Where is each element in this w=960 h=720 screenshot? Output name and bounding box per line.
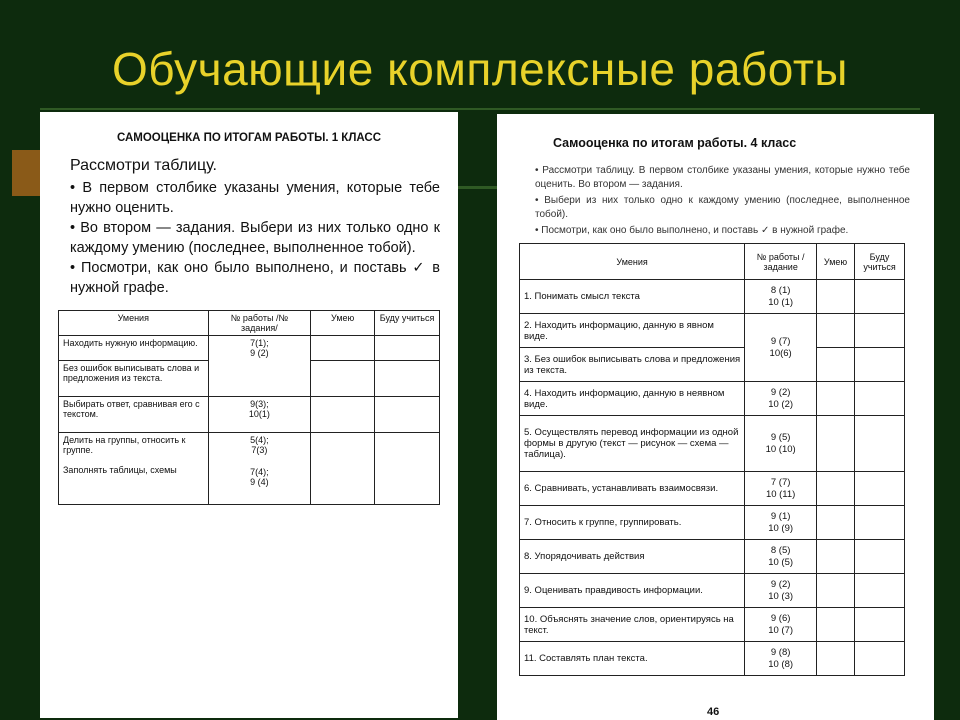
task-ref: 9 (8) [770, 646, 791, 658]
can-do-checkbox-cell[interactable] [817, 348, 855, 382]
task-ref: 9 (5) [770, 431, 791, 443]
will-learn-checkbox-cell[interactable] [855, 348, 905, 382]
column-header: Умения [59, 311, 209, 336]
task-ref: 9 (2) [250, 348, 269, 358]
slide-title: Обучающие комплексные работы [112, 43, 848, 95]
table-row [59, 397, 440, 433]
task-cell [745, 472, 817, 506]
task-cell [745, 280, 817, 314]
table-row [520, 608, 905, 642]
can-do-checkbox-cell[interactable] [311, 397, 375, 433]
skills-table [519, 243, 905, 676]
table-row [520, 416, 905, 472]
task-cell [745, 540, 817, 574]
skills-table [58, 310, 440, 505]
task-cell [208, 397, 311, 433]
can-do-checkbox-cell[interactable] [817, 280, 855, 314]
instruction-bullet: • Рассмотри таблицу. В первом столбике указаны умения, которые нужно тебе оценить. Во втором — задания. [535, 165, 910, 190]
skill-cell: 7. Относить к группе, группировать. [520, 506, 745, 540]
task-ref: 9 (6) [770, 612, 791, 624]
table-row [520, 574, 905, 608]
task-ref: 9 (1) [770, 510, 791, 522]
task-cell [745, 506, 817, 540]
task-ref: 9 (4) [250, 477, 269, 487]
table-row [520, 506, 905, 540]
will-learn-checkbox-cell[interactable] [375, 397, 440, 433]
table-row [520, 472, 905, 506]
doc-intro: Рассмотри таблицу. [70, 157, 217, 174]
task-ref: 8 (1) [770, 284, 791, 296]
will-learn-checkbox-cell[interactable] [855, 574, 905, 608]
task-ref: 10 (2) [768, 398, 794, 410]
task-ref: 10 (5) [768, 556, 794, 568]
table-row [520, 348, 905, 382]
task-cell [745, 642, 817, 676]
will-learn-checkbox-cell[interactable] [855, 472, 905, 506]
task-ref: 9 (7) [770, 335, 791, 347]
task-cell [745, 416, 817, 472]
column-header: Умею [311, 311, 375, 336]
table-row [520, 382, 905, 416]
decorative-line [40, 108, 920, 110]
skill-cell: 11. Составлять план текста. [520, 642, 745, 676]
table-row [59, 336, 440, 361]
doc-heading: САМООЦЕНКА ПО ИТОГАМ РАБОТЫ. 1 КЛАСС [116, 132, 382, 144]
can-do-checkbox-cell[interactable] [311, 433, 375, 505]
skill-cell: 4. Находить информацию, данную в неявном виде. [520, 382, 745, 416]
table-row [520, 280, 905, 314]
skill-text: Заполнять таблицы, схемы [63, 465, 177, 475]
skill-cell: 9. Оценивать правдивость информации. [520, 574, 745, 608]
can-do-checkbox-cell[interactable] [817, 574, 855, 608]
column-header: Умею [817, 244, 855, 280]
table-row [520, 642, 905, 676]
skill-cell: 5. Осуществлять перевод информации из одной формы в другую (текст — рисунок — схема — таблица). [520, 416, 745, 472]
task-ref: 10 (1) [768, 296, 794, 308]
skill-cell: 6. Сравнивать, устанавливать взаимосвязи. [520, 472, 745, 506]
task-ref: 10 (9) [768, 522, 794, 534]
skill-cell: 2. Находить информацию, данную в явном виде. [520, 314, 745, 348]
page-number: 46 [707, 706, 720, 718]
will-learn-checkbox-cell[interactable] [855, 416, 905, 472]
column-header: Умения [520, 244, 745, 280]
skill-cell: 8. Упорядочивать действия [520, 540, 745, 574]
skill-cell: Выбирать ответ, сравнивая его с текстом. [59, 397, 209, 433]
self-assessment-grade4-document [497, 114, 934, 720]
task-ref: 10 (7) [768, 624, 794, 636]
will-learn-checkbox-cell[interactable] [855, 314, 905, 348]
can-do-checkbox-cell[interactable] [817, 416, 855, 472]
task-ref: 10 (10) [765, 443, 796, 455]
column-header: № работы / задание [745, 244, 817, 280]
task-ref: 9 (2) [770, 386, 791, 398]
instruction-bullet: • Выбери из них только одно к каждому умению (последнее, выполненное тобой). [535, 195, 910, 220]
will-learn-checkbox-cell[interactable] [375, 336, 440, 361]
will-learn-checkbox-cell[interactable] [855, 382, 905, 416]
will-learn-checkbox-cell[interactable] [375, 433, 440, 505]
skill-cell: 3. Без ошибок выписывать слова и предложения из текста. [520, 348, 745, 382]
will-learn-checkbox-cell[interactable] [855, 540, 905, 574]
task-ref: 7(4); [250, 467, 269, 477]
task-cell [745, 314, 817, 382]
instruction-bullet: • В первом столбике указаны умения, которые тебе нужно оценить. [70, 180, 440, 216]
skill-cell: Находить нужную информацию. [59, 336, 209, 361]
can-do-checkbox-cell[interactable] [817, 314, 855, 348]
column-header: Буду учиться [855, 244, 905, 280]
skill-cell: 10. Объяснять значение слов, ориентируясь на текст. [520, 608, 745, 642]
skill-cell [59, 433, 209, 505]
task-ref: 7(1); [250, 338, 269, 348]
task-ref: 10 (11) [765, 488, 796, 500]
instruction-bullet: • Посмотри, как оно было выполнено, и поставь ✓ в нужной графе. [70, 260, 440, 296]
column-header: № работы /№ задания/ [208, 311, 311, 336]
task-ref: 10(1) [248, 409, 270, 419]
task-ref: 9(3); [250, 399, 269, 409]
will-learn-checkbox-cell[interactable] [855, 642, 905, 676]
task-ref: 7 (7) [770, 476, 791, 488]
can-do-checkbox-cell[interactable] [817, 472, 855, 506]
doc-heading: Самооценка по итогам работы. 4 класс [553, 136, 797, 150]
can-do-checkbox-cell[interactable] [817, 540, 855, 574]
can-do-checkbox-cell[interactable] [311, 361, 375, 397]
task-cell [745, 574, 817, 608]
self-assessment-grade1-document [40, 112, 458, 718]
task-ref: 9 (2) [770, 578, 791, 590]
will-learn-checkbox-cell[interactable] [375, 361, 440, 397]
skill-cell: Без ошибок выписывать слова и предложения из текста. [59, 361, 209, 397]
task-cell [745, 382, 817, 416]
task-cell [208, 336, 311, 397]
task-cell [208, 433, 311, 505]
will-learn-checkbox-cell[interactable] [855, 280, 905, 314]
table-header-row [520, 244, 905, 280]
task-ref: 5(4); [250, 435, 269, 445]
skill-cell: 1. Понимать смысл текста [520, 280, 745, 314]
table-row [59, 433, 440, 505]
table-header-row [59, 311, 440, 336]
instruction-bullet: • Посмотри, как оно было выполнено, и поставь ✓ в нужной графе. [535, 225, 849, 236]
table-row [520, 540, 905, 574]
task-ref: 10 (3) [768, 590, 794, 602]
task-ref: 10(6) [769, 347, 792, 359]
can-do-checkbox-cell[interactable] [817, 642, 855, 676]
table-row [520, 314, 905, 348]
can-do-checkbox-cell[interactable] [817, 382, 855, 416]
instruction-bullet: • Во втором — задания. Выбери из них только одно к каждому умению (последнее, выполненное тобой). [70, 220, 440, 256]
can-do-checkbox-cell[interactable] [817, 608, 855, 642]
task-ref: 10 (8) [768, 658, 794, 670]
can-do-checkbox-cell[interactable] [817, 506, 855, 540]
will-learn-checkbox-cell[interactable] [855, 506, 905, 540]
task-ref: 7(3) [251, 445, 268, 455]
task-cell [745, 608, 817, 642]
column-header: Буду учиться [375, 311, 440, 336]
can-do-checkbox-cell[interactable] [311, 336, 375, 361]
will-learn-checkbox-cell[interactable] [855, 608, 905, 642]
skill-text: Делить на группы, относить к группе. [63, 435, 186, 455]
task-ref: 8 (5) [770, 544, 791, 556]
